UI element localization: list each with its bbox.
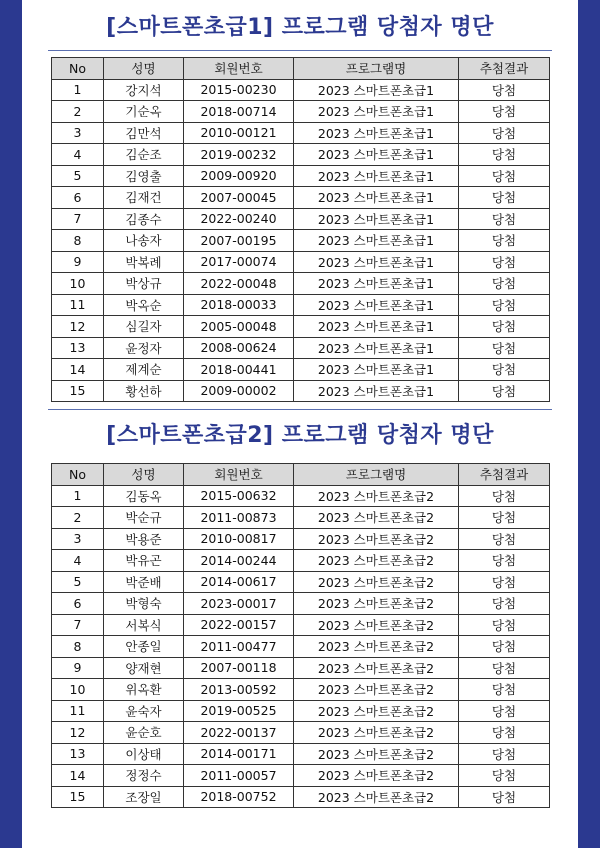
cell-no: 11 — [52, 700, 104, 722]
header-result: 추첨결과 — [459, 58, 550, 80]
cell-result: 당첨 — [459, 507, 550, 529]
header-member-id: 회원번호 — [184, 58, 294, 80]
cell-result: 당첨 — [459, 786, 550, 808]
table-row — [52, 679, 550, 701]
cell-name: 김순조 — [104, 144, 184, 166]
cell-no: 13 — [52, 743, 104, 765]
header-no: No — [52, 464, 104, 486]
cell-result: 당첨 — [459, 144, 550, 166]
cell-no: 2 — [52, 101, 104, 123]
table-row — [52, 550, 550, 572]
cell-no: 3 — [52, 122, 104, 144]
table-row — [52, 507, 550, 529]
header-name: 성명 — [104, 58, 184, 80]
section-smartphone-beginner-2 — [22, 409, 578, 805]
cell-program: 2023 스마트폰초급1 — [294, 208, 459, 230]
cell-result: 당첨 — [459, 165, 550, 187]
cell-member-id: 2023-00017 — [184, 593, 294, 615]
cell-program: 2023 스마트폰초급1 — [294, 380, 459, 402]
cell-no: 9 — [52, 657, 104, 679]
cell-name: 이상태 — [104, 743, 184, 765]
cell-program: 2023 스마트폰초급2 — [294, 722, 459, 744]
cell-name: 황선하 — [104, 380, 184, 402]
cell-no: 15 — [52, 786, 104, 808]
cell-name: 위옥환 — [104, 679, 184, 701]
cell-member-id: 2008-00624 — [184, 337, 294, 359]
cell-program: 2023 스마트폰초급1 — [294, 251, 459, 273]
table-row — [52, 700, 550, 722]
cell-no: 4 — [52, 550, 104, 572]
header-result: 추첨결과 — [459, 464, 550, 486]
cell-name: 안종일 — [104, 636, 184, 658]
cell-result: 당첨 — [459, 636, 550, 658]
cell-program: 2023 스마트폰초급1 — [294, 294, 459, 316]
cell-result: 당첨 — [459, 743, 550, 765]
cell-member-id: 2014-00171 — [184, 743, 294, 765]
cell-program: 2023 스마트폰초급2 — [294, 507, 459, 529]
cell-result: 당첨 — [459, 294, 550, 316]
table-header-row — [52, 58, 550, 80]
cell-result: 당첨 — [459, 251, 550, 273]
cell-result: 당첨 — [459, 571, 550, 593]
cell-member-id: 2014-00244 — [184, 550, 294, 572]
winners-table — [51, 57, 550, 402]
cell-no: 11 — [52, 294, 104, 316]
cell-no: 12 — [52, 316, 104, 338]
cell-name: 김재건 — [104, 187, 184, 209]
cell-member-id: 2022-00240 — [184, 208, 294, 230]
cell-no: 6 — [52, 593, 104, 615]
cell-member-id: 2022-00157 — [184, 614, 294, 636]
cell-member-id: 2010-00817 — [184, 528, 294, 550]
cell-program: 2023 스마트폰초급1 — [294, 359, 459, 381]
cell-program: 2023 스마트폰초급2 — [294, 550, 459, 572]
table-row — [52, 208, 550, 230]
cell-program: 2023 스마트폰초급2 — [294, 700, 459, 722]
table-row — [52, 359, 550, 381]
cell-member-id: 2022-00048 — [184, 273, 294, 295]
cell-member-id: 2013-00592 — [184, 679, 294, 701]
cell-member-id: 2018-00752 — [184, 786, 294, 808]
cell-no: 7 — [52, 614, 104, 636]
cell-name: 윤숙자 — [104, 700, 184, 722]
table-row — [52, 144, 550, 166]
cell-name: 서복식 — [104, 614, 184, 636]
table-row — [52, 101, 550, 123]
cell-no: 12 — [52, 722, 104, 744]
cell-program: 2023 스마트폰초급1 — [294, 165, 459, 187]
cell-member-id: 2007-00045 — [184, 187, 294, 209]
cell-result: 당첨 — [459, 337, 550, 359]
table-row — [52, 337, 550, 359]
cell-member-id: 2011-00477 — [184, 636, 294, 658]
cell-name: 김만석 — [104, 122, 184, 144]
cell-no: 14 — [52, 765, 104, 787]
cell-program: 2023 스마트폰초급2 — [294, 636, 459, 658]
cell-member-id: 2018-00033 — [184, 294, 294, 316]
cell-result: 당첨 — [459, 679, 550, 701]
cell-name: 박복례 — [104, 251, 184, 273]
table-row — [52, 765, 550, 787]
cell-program: 2023 스마트폰초급2 — [294, 657, 459, 679]
cell-result: 당첨 — [459, 359, 550, 381]
cell-name: 나송자 — [104, 230, 184, 252]
title-divider — [48, 50, 552, 51]
header-no: No — [52, 58, 104, 80]
cell-result: 당첨 — [459, 528, 550, 550]
cell-program: 2023 스마트폰초급1 — [294, 273, 459, 295]
cell-name: 강지석 — [104, 79, 184, 101]
cell-member-id: 2007-00118 — [184, 657, 294, 679]
cell-member-id: 2015-00632 — [184, 485, 294, 507]
cell-program: 2023 스마트폰초급2 — [294, 528, 459, 550]
cell-member-id: 2017-00074 — [184, 251, 294, 273]
cell-result: 당첨 — [459, 550, 550, 572]
cell-name: 박순규 — [104, 507, 184, 529]
document-page — [22, 0, 578, 848]
cell-result: 당첨 — [459, 230, 550, 252]
table-row — [52, 316, 550, 338]
cell-member-id: 2009-00002 — [184, 380, 294, 402]
cell-program: 2023 스마트폰초급2 — [294, 485, 459, 507]
cell-program: 2023 스마트폰초급2 — [294, 765, 459, 787]
cell-program: 2023 스마트폰초급1 — [294, 79, 459, 101]
cell-member-id: 2010-00121 — [184, 122, 294, 144]
cell-name: 윤순호 — [104, 722, 184, 744]
cell-no: 6 — [52, 187, 104, 209]
cell-no: 14 — [52, 359, 104, 381]
cell-program: 2023 스마트폰초급2 — [294, 786, 459, 808]
cell-result: 당첨 — [459, 722, 550, 744]
cell-name: 양재현 — [104, 657, 184, 679]
cell-program: 2023 스마트폰초급2 — [294, 743, 459, 765]
section-title: [스마트폰초급2] 프로그램 당첨자 명단 — [106, 423, 494, 448]
table-row — [52, 230, 550, 252]
cell-program: 2023 스마트폰초급1 — [294, 187, 459, 209]
cell-name: 윤정자 — [104, 337, 184, 359]
cell-program: 2023 스마트폰초급1 — [294, 101, 459, 123]
cell-name: 김영출 — [104, 165, 184, 187]
cell-result: 당첨 — [459, 614, 550, 636]
cell-name: 박용준 — [104, 528, 184, 550]
title-divider — [48, 409, 552, 410]
cell-name: 박준배 — [104, 571, 184, 593]
cell-member-id: 2007-00195 — [184, 230, 294, 252]
cell-no: 2 — [52, 507, 104, 529]
cell-member-id: 2015-00230 — [184, 79, 294, 101]
cell-name: 김동옥 — [104, 485, 184, 507]
table-row — [52, 528, 550, 550]
table-row — [52, 187, 550, 209]
cell-name: 조장일 — [104, 786, 184, 808]
section-smartphone-beginner-1 — [22, 0, 578, 399]
table-row — [52, 79, 550, 101]
cell-no: 1 — [52, 485, 104, 507]
cell-name: 김종수 — [104, 208, 184, 230]
winners-table — [51, 463, 550, 808]
table-row — [52, 485, 550, 507]
cell-no: 15 — [52, 380, 104, 402]
table-header-row — [52, 464, 550, 486]
table-row — [52, 743, 550, 765]
table-row — [52, 165, 550, 187]
cell-result: 당첨 — [459, 700, 550, 722]
cell-no: 1 — [52, 79, 104, 101]
cell-no: 9 — [52, 251, 104, 273]
cell-program: 2023 스마트폰초급2 — [294, 571, 459, 593]
cell-result: 당첨 — [459, 101, 550, 123]
cell-no: 5 — [52, 165, 104, 187]
section-title: [스마트폰초급1] 프로그램 당첨자 명단 — [106, 15, 494, 40]
cell-no: 10 — [52, 679, 104, 701]
cell-result: 당첨 — [459, 657, 550, 679]
cell-no: 3 — [52, 528, 104, 550]
cell-result: 당첨 — [459, 485, 550, 507]
cell-member-id: 2018-00714 — [184, 101, 294, 123]
cell-member-id: 2009-00920 — [184, 165, 294, 187]
cell-result: 당첨 — [459, 316, 550, 338]
cell-member-id: 2005-00048 — [184, 316, 294, 338]
cell-name: 기순옥 — [104, 101, 184, 123]
cell-result: 당첨 — [459, 79, 550, 101]
table-row — [52, 593, 550, 615]
header-program: 프로그램명 — [294, 464, 459, 486]
table-row — [52, 636, 550, 658]
cell-result: 당첨 — [459, 187, 550, 209]
cell-member-id: 2011-00057 — [184, 765, 294, 787]
cell-name: 심길자 — [104, 316, 184, 338]
header-program: 프로그램명 — [294, 58, 459, 80]
table-row — [52, 273, 550, 295]
cell-no: 4 — [52, 144, 104, 166]
cell-program: 2023 스마트폰초급1 — [294, 337, 459, 359]
cell-member-id: 2019-00525 — [184, 700, 294, 722]
header-member-id: 회원번호 — [184, 464, 294, 486]
cell-result: 당첨 — [459, 380, 550, 402]
cell-result: 당첨 — [459, 208, 550, 230]
table-row — [52, 722, 550, 744]
cell-program: 2023 스마트폰초급2 — [294, 614, 459, 636]
cell-no: 10 — [52, 273, 104, 295]
cell-name: 박상규 — [104, 273, 184, 295]
table-row — [52, 380, 550, 402]
cell-program: 2023 스마트폰초급2 — [294, 679, 459, 701]
cell-result: 당첨 — [459, 273, 550, 295]
table-row — [52, 122, 550, 144]
cell-name: 박형숙 — [104, 593, 184, 615]
cell-member-id: 2019-00232 — [184, 144, 294, 166]
cell-program: 2023 스마트폰초급1 — [294, 230, 459, 252]
cell-member-id: 2018-00441 — [184, 359, 294, 381]
table-row — [52, 614, 550, 636]
cell-program: 2023 스마트폰초급1 — [294, 122, 459, 144]
cell-name: 박유곤 — [104, 550, 184, 572]
cell-no: 8 — [52, 636, 104, 658]
table-row — [52, 657, 550, 679]
cell-program: 2023 스마트폰초급1 — [294, 316, 459, 338]
cell-member-id: 2014-00617 — [184, 571, 294, 593]
cell-no: 5 — [52, 571, 104, 593]
cell-name: 제계순 — [104, 359, 184, 381]
table-row — [52, 571, 550, 593]
cell-name: 박옥순 — [104, 294, 184, 316]
cell-result: 당첨 — [459, 593, 550, 615]
cell-no: 8 — [52, 230, 104, 252]
cell-program: 2023 스마트폰초급2 — [294, 593, 459, 615]
cell-no: 13 — [52, 337, 104, 359]
cell-program: 2023 스마트폰초급1 — [294, 144, 459, 166]
header-name: 성명 — [104, 464, 184, 486]
cell-member-id: 2011-00873 — [184, 507, 294, 529]
cell-member-id: 2022-00137 — [184, 722, 294, 744]
cell-result: 당첨 — [459, 765, 550, 787]
table-row — [52, 786, 550, 808]
cell-result: 당첨 — [459, 122, 550, 144]
table-row — [52, 251, 550, 273]
table-row — [52, 294, 550, 316]
cell-no: 7 — [52, 208, 104, 230]
cell-name: 정정수 — [104, 765, 184, 787]
